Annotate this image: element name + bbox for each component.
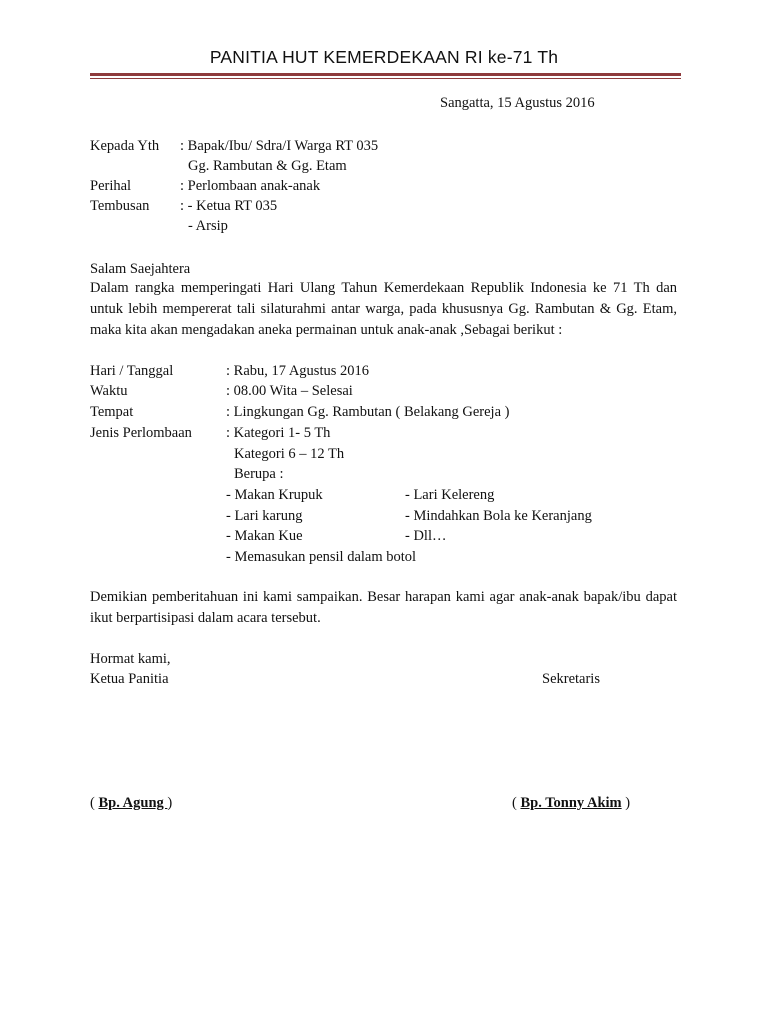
closing-paragraph: Demikian pemberitahuan ini kami sampaikan. Besar harapan kami agar anak-anak bapak/ibu dapat ikut berpartisipasi dalam acara tersebut. [90, 589, 677, 626]
header-rule-thin [90, 78, 681, 79]
hari-label: Hari / Tanggal [90, 363, 174, 379]
open-paren: ( [90, 795, 99, 811]
ketua-name: Bp. Agung [98, 795, 168, 811]
perihal-label: Perihal [90, 178, 132, 194]
letter-date: Sangatta, 15 Agustus 2016 [440, 95, 595, 111]
sekretaris-label: Sekretaris [542, 671, 600, 687]
kepada-label: Kepada Yth [90, 138, 160, 154]
game-item: - Memasukan pensil dalam botol [226, 549, 417, 565]
game-item: - Lari Kelereng [405, 487, 495, 503]
kepada-value: : Bapak/Ibu/ Sdra/I Warga RT 035 [180, 138, 379, 154]
sekretaris-signature [512, 794, 630, 812]
close-paren: ) [621, 795, 631, 811]
perihal-value: : Perlombaan anak-anak [180, 178, 321, 194]
tembusan-value: : - Ketua RT 035 [180, 198, 278, 214]
header-rule-thick [90, 73, 681, 76]
ketua-panitia-label: Ketua Panitia [90, 671, 169, 687]
body-paragraph: Dalam rangka memperingati Hari Ulang Tahun Kemerdekaan Republik Indonesia ke 71 Th dan untuk lebih mempererat tali silaturahmi antar warga, pada khususnya Gg. Rambutan & Gg. Etam, maka kita akan mengadakan aneka permainan untuk anak-anak ,Sebagai berikut : [90, 280, 677, 338]
tembusan-value-line2: - Arsip [188, 218, 228, 234]
jenis-value: : Kategori 1- 5 Th [226, 425, 331, 441]
berupa-label: Berupa : [234, 466, 284, 482]
game-item: - Dll… [405, 528, 447, 544]
waktu-label: Waktu [90, 383, 128, 399]
game-item: - Makan Kue [226, 528, 303, 544]
tempat-value: : Lingkungan Gg. Rambutan ( Belakang Gereja ) [226, 404, 510, 420]
sekretaris-name: Bp. Tonny Akim [520, 795, 622, 811]
ketua-signature [90, 794, 172, 812]
letterhead-title: PANITIA HUT KEMERDEKAAN RI ke-71 Th [209, 47, 559, 67]
jenis-label: Jenis Perlombaan [90, 425, 192, 441]
game-item: - Mindahkan Bola ke Keranjang [405, 508, 592, 524]
kepada-value-line2: Gg. Rambutan & Gg. Etam [188, 158, 347, 174]
close-paren: ) [167, 795, 173, 811]
tempat-label: Tempat [90, 404, 134, 420]
hormat-kami: Hormat kami, [90, 651, 171, 667]
game-item: - Lari karung [226, 508, 303, 524]
greeting: Salam Saejahtera [90, 261, 191, 277]
tembusan-label: Tembusan [90, 198, 150, 214]
game-item: - Makan Krupuk [226, 487, 323, 503]
waktu-value: : 08.00 Wita – Selesai [226, 383, 353, 399]
open-paren: ( [512, 795, 521, 811]
hari-value: : Rabu, 17 Agustus 2016 [226, 363, 369, 379]
kategori-2: Kategori 6 – 12 Th [234, 446, 345, 462]
